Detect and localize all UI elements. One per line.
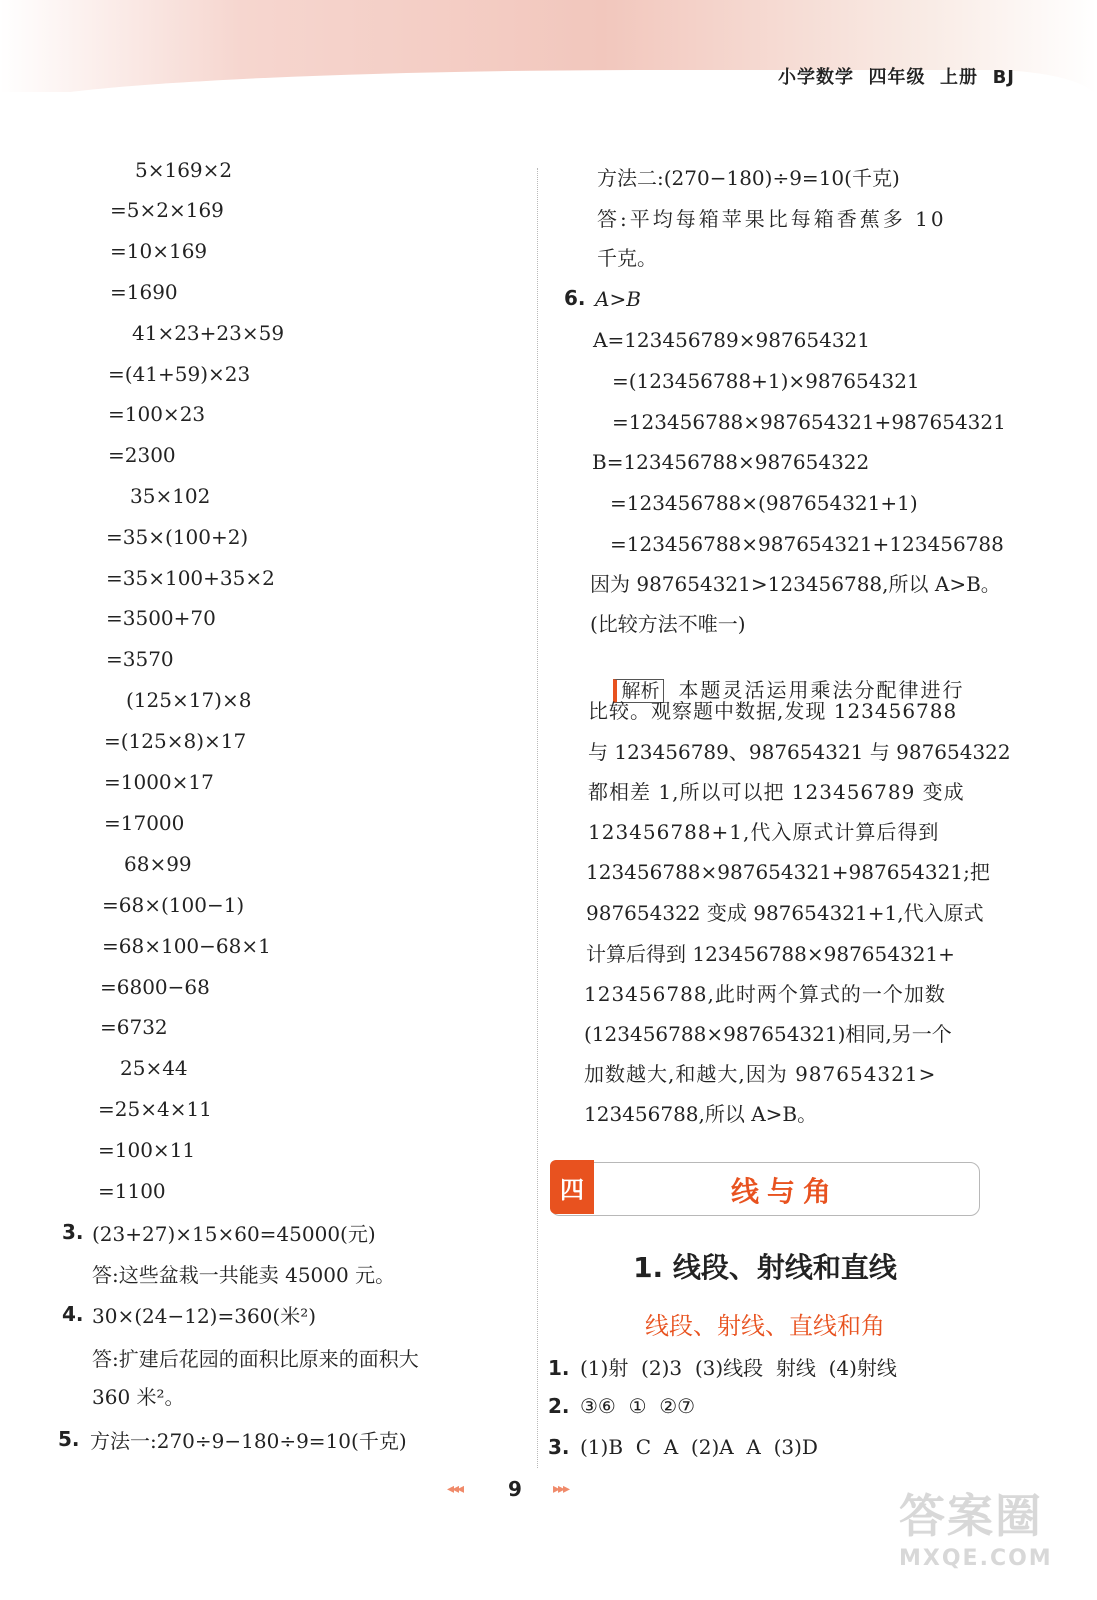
calc-line: =5×2×169 bbox=[110, 198, 224, 222]
calc-line: =25×4×11 bbox=[98, 1097, 212, 1121]
question-number: 5. bbox=[58, 1427, 80, 1451]
answer-line: 答:扩建后花园的面积比原来的面积大 bbox=[92, 1347, 419, 1371]
question-number: 2. bbox=[548, 1394, 570, 1418]
answer-line: ③⑥ ① ②⑦ bbox=[580, 1394, 696, 1418]
calc-line: (125×17)×8 bbox=[126, 688, 252, 712]
analysis-tag: 解析 bbox=[613, 679, 664, 703]
answer-line: B=123456788×987654322 bbox=[592, 450, 870, 474]
column-divider bbox=[537, 168, 538, 1468]
answer-line: 千克。 bbox=[597, 246, 657, 270]
calc-line: =68×100−68×1 bbox=[102, 934, 271, 958]
answer-line: (1)射 (2)3 (3)线段 射线 (4)射线 bbox=[580, 1356, 897, 1380]
analysis-line: 123456788,此时两个算式的一个加数 bbox=[584, 982, 946, 1006]
analysis-line: 加数越大,和越大,因为 987654321> bbox=[584, 1062, 937, 1086]
analysis-line: 123456788×987654321+987654321;把 bbox=[586, 860, 990, 884]
analysis-line: 987654322 变成 987654321+1,代入原式 bbox=[586, 901, 984, 925]
question-number: 4. bbox=[62, 1302, 84, 1326]
answer-line: =(123456788+1)×987654321 bbox=[612, 369, 920, 393]
calc-line: =(41+59)×23 bbox=[108, 362, 251, 386]
calc-line: 35×102 bbox=[130, 484, 211, 508]
analysis-line: 本题灵活运用乘法分配律进行 bbox=[678, 678, 965, 702]
calc-line: =35×100+35×2 bbox=[106, 566, 275, 590]
answer-line: (1)B C A (2)A A (3)D bbox=[580, 1435, 818, 1459]
calc-line: 25×44 bbox=[120, 1056, 188, 1080]
calc-line: =17000 bbox=[104, 811, 185, 835]
answer-line: =123456788×987654321+123456788 bbox=[610, 532, 1004, 556]
answer-line: (比较方法不唯一) bbox=[590, 612, 746, 636]
answer-line: 方法一:270÷9−180÷9=10(千克) bbox=[90, 1429, 407, 1453]
lesson-title: 1. 线段、射线和直线 bbox=[633, 1251, 897, 1284]
page-number: 9 bbox=[508, 1477, 522, 1501]
section-number: 四 bbox=[550, 1160, 594, 1214]
calc-line: =2300 bbox=[108, 443, 176, 467]
answer-line: 答:这些盆栽一共能卖 45000 元。 bbox=[92, 1263, 396, 1287]
answer-line: 因为 987654321>123456788,所以 A>B。 bbox=[590, 572, 1001, 596]
calc-line: =68×(100−1) bbox=[102, 893, 245, 917]
answer-line: 方法二:(270−180)÷9=10(千克) bbox=[597, 166, 900, 190]
question-number: 1. bbox=[548, 1356, 570, 1380]
calc-line: 68×99 bbox=[124, 852, 192, 876]
calc-line: =1100 bbox=[98, 1179, 166, 1203]
answer-line: A>B bbox=[595, 287, 641, 311]
calc-line: =3570 bbox=[106, 647, 174, 671]
watermark-url: MXQE.COM bbox=[899, 1546, 1053, 1571]
watermark-logo bbox=[899, 1480, 1079, 1590]
answer-line: =123456788×987654321+987654321 bbox=[612, 410, 1006, 434]
analysis-line: 与 123456789、987654321 与 987654322 bbox=[588, 740, 1011, 764]
section-title: 线与角 bbox=[730, 1175, 839, 1208]
calc-line: =1690 bbox=[110, 280, 178, 304]
next-arrows-icon: ▸▸▸ bbox=[553, 1481, 569, 1497]
analysis-line: (123456788×987654321)相同,另一个 bbox=[584, 1022, 952, 1046]
calc-line: =1000×17 bbox=[104, 770, 214, 794]
answer-line: =123456788×(987654321+1) bbox=[610, 491, 918, 515]
calc-line: =6732 bbox=[100, 1015, 168, 1039]
calc-line: =100×23 bbox=[108, 402, 206, 426]
analysis-line: 计算后得到 123456788×987654321+ bbox=[586, 942, 955, 966]
calc-line: 41×23+23×59 bbox=[132, 321, 285, 345]
answer-line: 30×(24−12)=360(米²) bbox=[92, 1304, 317, 1328]
calc-line: =6800−68 bbox=[100, 975, 210, 999]
analysis-line: 123456788,所以 A>B。 bbox=[584, 1102, 818, 1126]
book-title: 小学数学 四年级 上册 BJ bbox=[777, 67, 1015, 88]
answer-line: 360 米²。 bbox=[92, 1385, 185, 1409]
watermark-text: 答案圈 bbox=[899, 1489, 1043, 1543]
calc-line: =100×11 bbox=[98, 1138, 196, 1162]
analysis-line: 都相差 1,所以可以把 123456789 变成 bbox=[588, 780, 965, 804]
calc-line: 5×169×2 bbox=[135, 158, 233, 182]
analysis-line: 123456788+1,代入原式计算后得到 bbox=[588, 820, 940, 844]
question-number: 6. bbox=[564, 286, 586, 310]
calc-line: =(125×8)×17 bbox=[104, 729, 247, 753]
question-number: 3. bbox=[62, 1220, 84, 1244]
answer-line: A=123456789×987654321 bbox=[593, 328, 871, 352]
answer-line: (23+27)×15×60=45000(元) bbox=[92, 1222, 376, 1246]
calc-line: =3500+70 bbox=[106, 606, 216, 630]
analysis-line: 比较。观察题中数据,发现 123456788 bbox=[588, 699, 958, 723]
prev-arrows-icon: ◂◂◂ bbox=[447, 1481, 463, 1497]
answer-line: 答:平均每箱苹果比每箱香蕉多 10 bbox=[597, 207, 947, 231]
calc-line: =35×(100+2) bbox=[106, 525, 249, 549]
question-number: 3. bbox=[548, 1435, 570, 1459]
calc-line: =10×169 bbox=[110, 239, 208, 263]
lesson-subtitle: 线段、射线、直线和角 bbox=[645, 1312, 885, 1340]
